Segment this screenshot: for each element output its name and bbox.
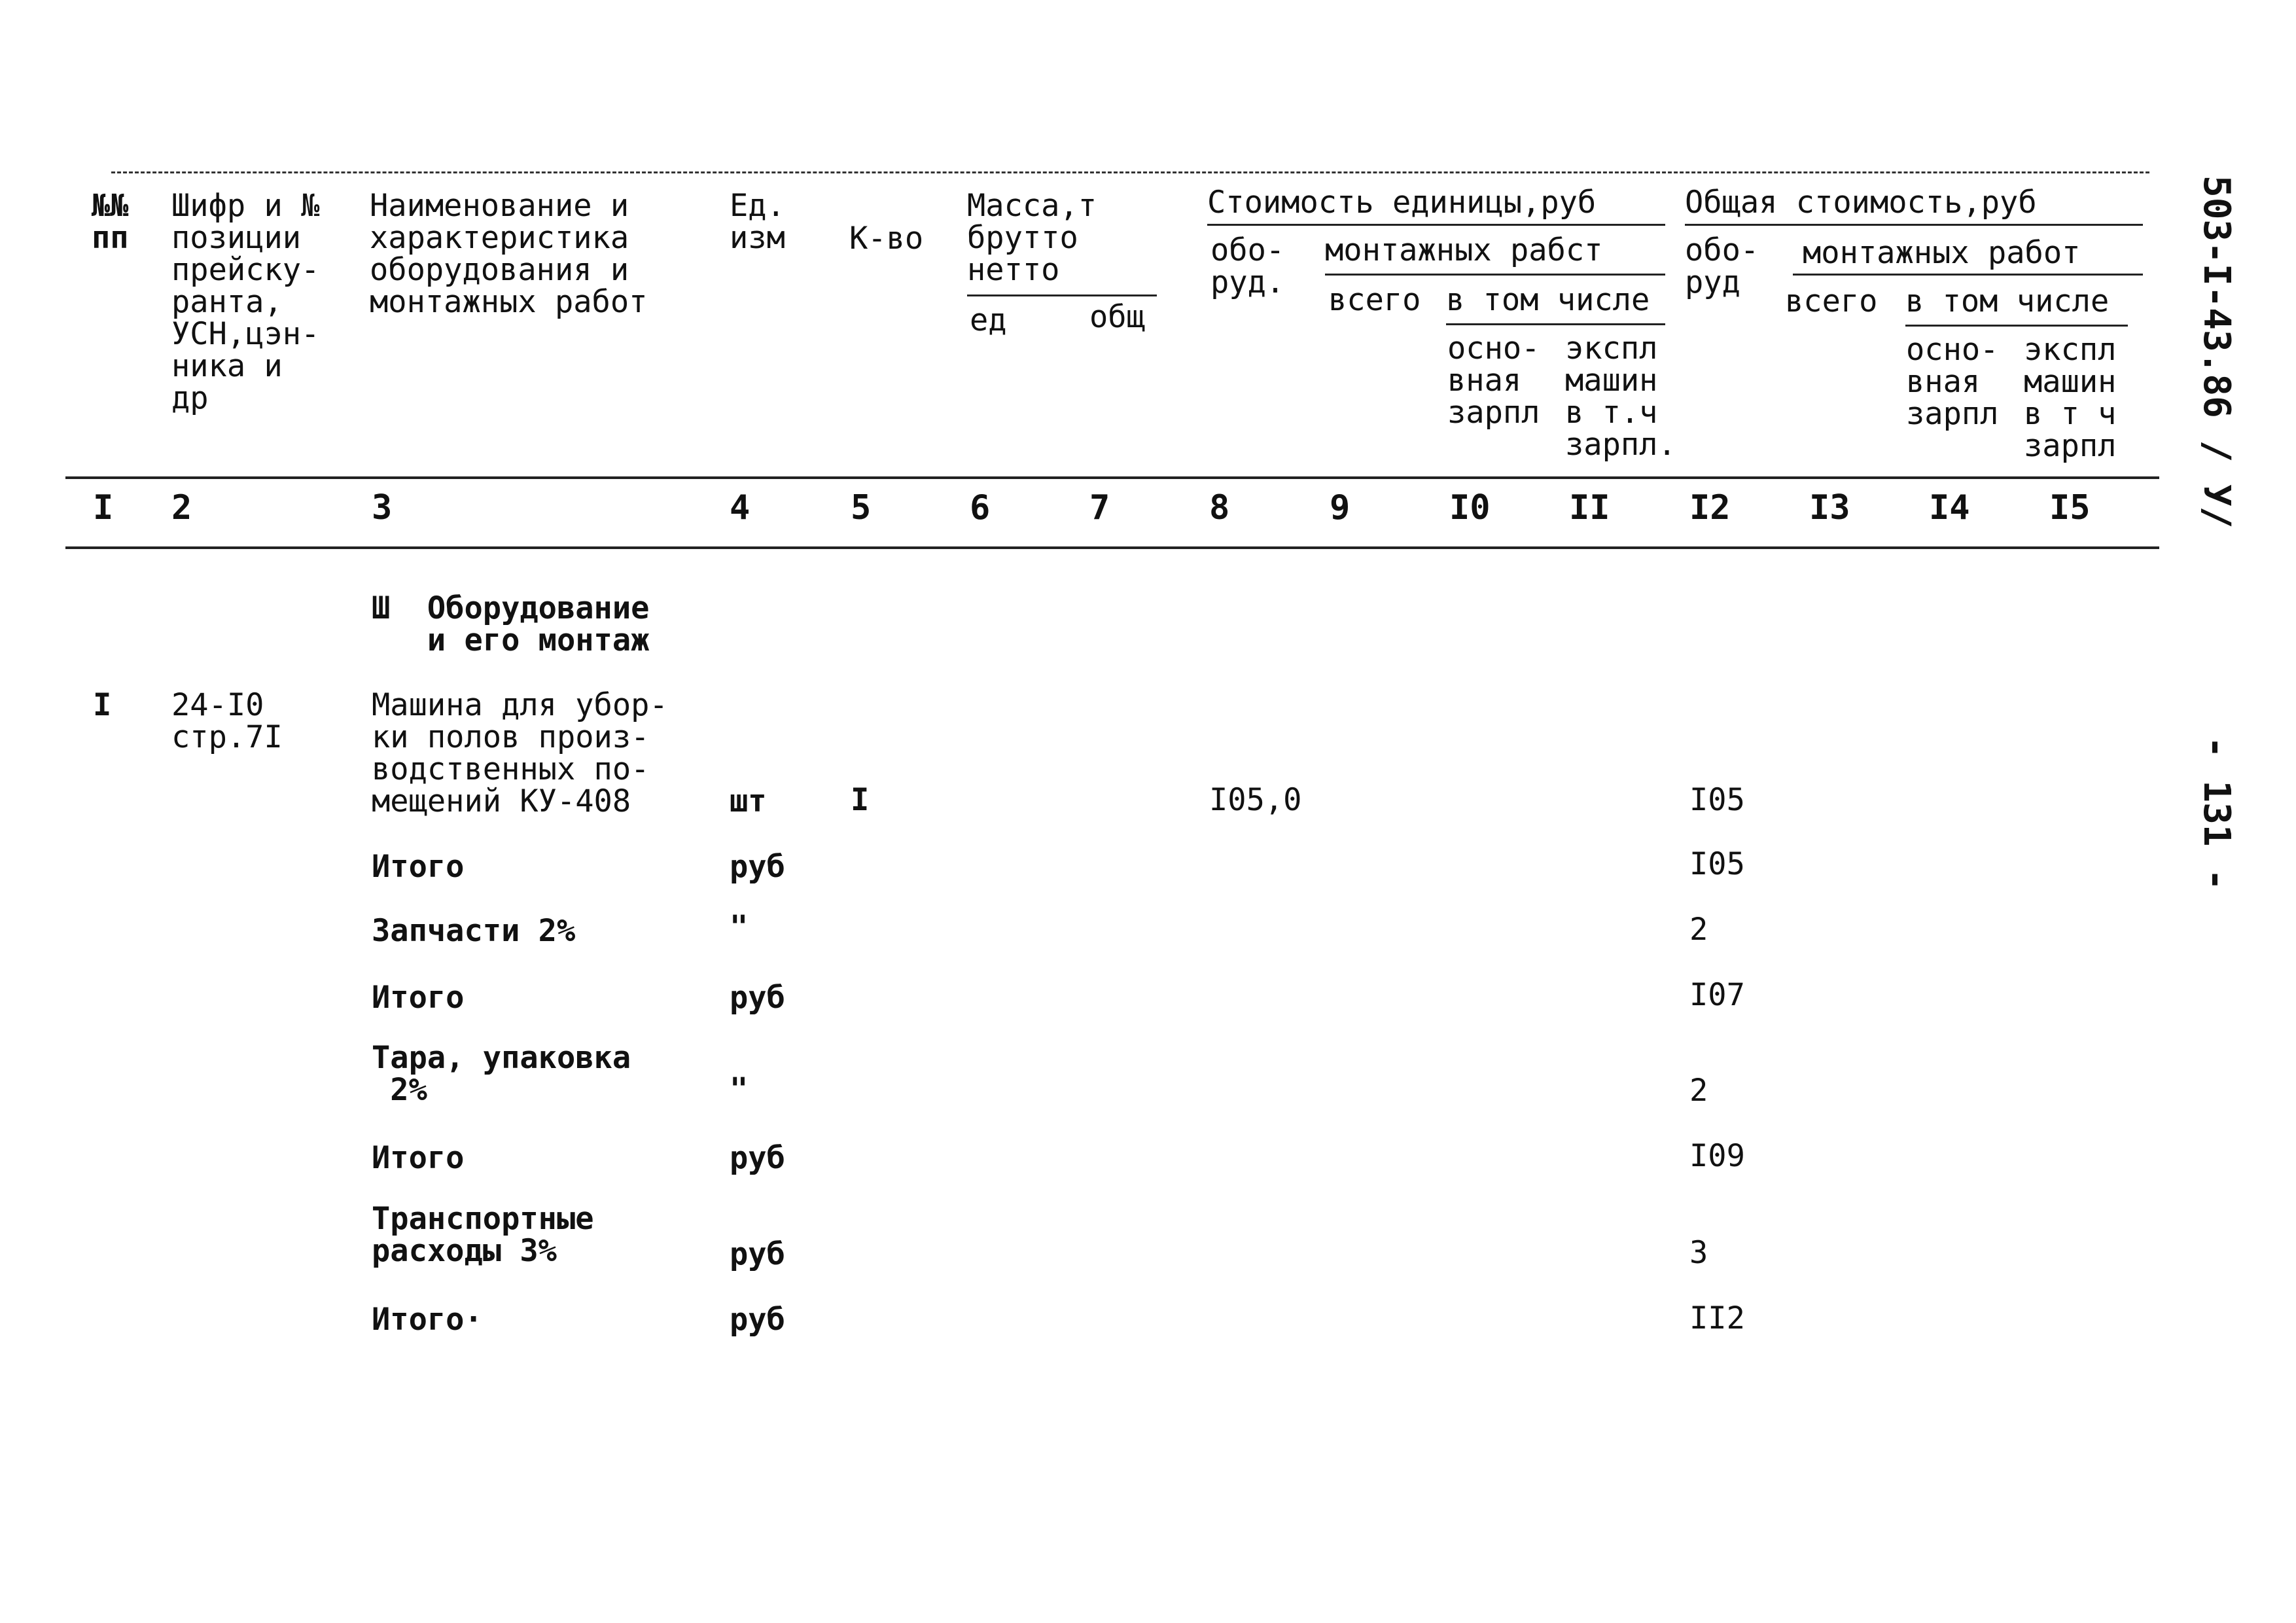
total-cost-rule [1685,224,2143,226]
total-incl-rule [1905,325,2128,327]
summary-total: 2 [1689,1073,1708,1109]
column-number: 8 [1209,488,1230,527]
item-unit-price: I05,0 [1209,782,1302,818]
summary-total: 3 [1689,1235,1708,1271]
column-number: 9 [1330,488,1351,527]
column-number: 6 [970,488,991,527]
header-top-rule [111,171,2149,173]
summary-total: I05 [1689,846,1745,882]
page-number: - 131 - [2195,736,2238,891]
column-number: 5 [851,488,872,527]
summary-unit: руб [730,1302,785,1338]
header-col-mass: Масса,т брутто нетто [967,188,1097,288]
column-number: 4 [730,488,751,527]
column-numbers-rule [65,546,2159,549]
header-unit-install-works: монтажных рабст [1325,232,1603,268]
header-total-machines: экспл машин в т ч зарпл [2024,332,2117,464]
summary-total: I09 [1689,1138,1745,1174]
summary-unit: руб [730,980,785,1016]
column-number: I4 [1929,488,1970,527]
document-code: 503-I-43.86 / У/ [2195,175,2238,529]
header-total-total: всего [1785,283,1878,319]
header-unit-machines: экспл машин в т.ч зарпл. [1565,330,1676,463]
column-number: I0 [1449,488,1491,527]
summary-unit: руб [730,1236,785,1272]
item-code: 24-I0 стр.7I [171,687,283,755]
mass-rule [967,294,1157,296]
summary-name: Запчасти 2% [372,913,576,949]
total-install-rule [1793,274,2143,276]
column-number: 3 [372,488,393,527]
header-unit-equipment: обо- руд. [1210,232,1285,300]
column-number: 7 [1089,488,1110,527]
header-col-unit: Ед. изм [730,188,785,256]
summary-unit: руб [730,849,785,885]
summary-unit: руб [730,1140,785,1176]
header-unit-basic-wage: осно- вная зарпл [1447,330,1540,431]
summary-name: Итого· [372,1302,483,1338]
header-col-mass-unit: ед [970,302,1007,338]
summary-name: Тара, упаковка 2% [372,1040,631,1108]
header-unit-total: всего [1328,282,1421,318]
unit-cost-rule [1207,224,1665,226]
header-unit-incl: в том числе [1446,282,1650,318]
header-col-code: Шифр и № позиции прейску- ранта, УСН,цэн- ника и др [171,188,320,416]
summary-total: II2 [1689,1300,1745,1336]
column-number: 2 [171,488,192,527]
header-total-incl: в том числе [1905,283,2110,319]
item-quantity: I [851,782,870,818]
item-number: I [93,687,112,723]
section-title: Ш Оборудование и его монтаж [372,590,650,658]
unit-install-rule [1325,274,1665,276]
header-total-cost: Общая стоимость,руб [1685,185,2037,221]
header-bottom-rule [65,476,2159,479]
column-number: I5 [2049,488,2091,527]
unit-incl-rule [1446,323,1665,325]
column-number: I [93,488,114,527]
summary-name: Итого [372,849,465,885]
header-col-number: №№ пп [92,188,129,256]
summary-name: Итого [372,1140,465,1176]
header-total-basic-wage: осно- вная зарпл [1906,332,1999,432]
header-col-name: Наименование и характеристика оборудования и монтажных работ [370,188,648,320]
summary-name: Итого [372,980,465,1016]
summary-name: Транспортные расходы 3% [372,1201,594,1269]
header-col-quantity: К-во [849,221,924,257]
column-number: II [1569,488,1610,527]
summary-unit: " [730,1071,749,1107]
header-total-equipment: обо- руд [1685,232,1759,300]
item-total: I05 [1689,782,1745,818]
summary-total: I07 [1689,977,1745,1013]
item-name: Машина для убор- ки полов произ- водственных по- мещений КУ-408 [372,687,668,819]
summary-total: 2 [1689,912,1708,948]
column-number: I2 [1689,488,1731,527]
summary-unit: " [730,909,749,945]
item-unit: шт [730,783,767,819]
column-number: I3 [1809,488,1850,527]
header-col-mass-total: общ [1089,299,1145,335]
header-total-install-works: монтажных работ [1803,235,2081,271]
header-unit-cost: Стоимость единицы,руб [1207,185,1597,221]
